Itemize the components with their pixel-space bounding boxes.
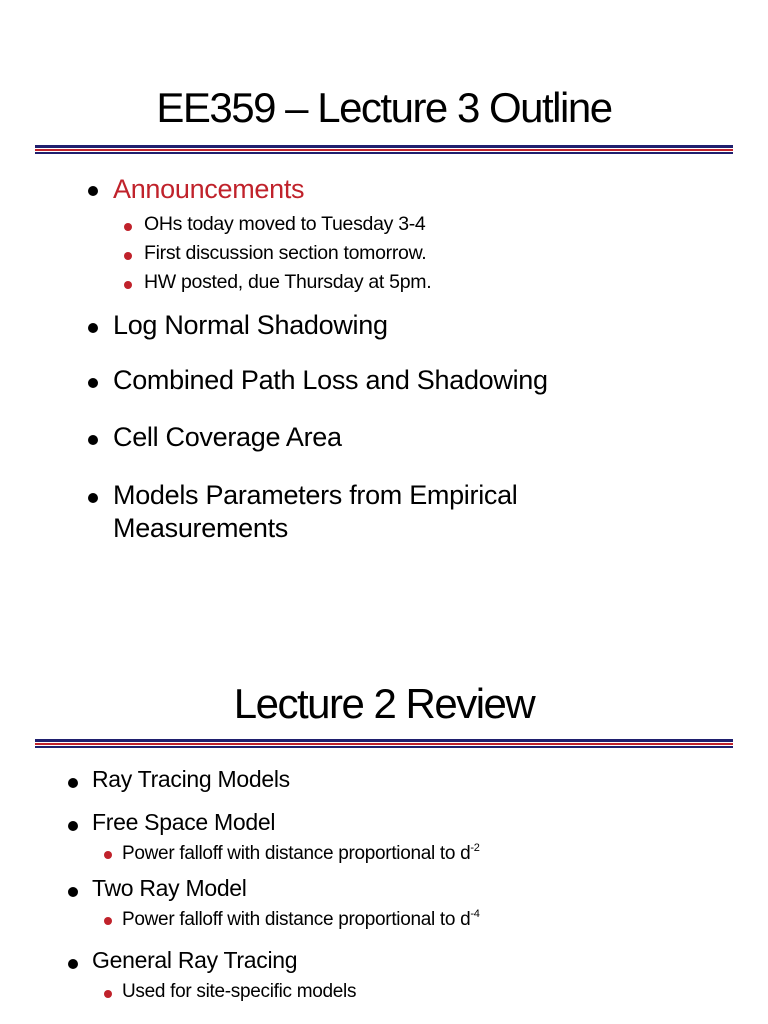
- review-item: General Ray Tracing: [92, 947, 298, 973]
- review-item: Two Ray Model: [92, 875, 247, 901]
- bullet-icon: [124, 252, 132, 260]
- review-subitem: Power falloff with distance proportional to $d^{-2}$: [122, 842, 480, 864]
- title-divider: [35, 145, 733, 154]
- bullet-icon: [104, 851, 112, 859]
- review-subitem: Power falloff with distance proportional to $d^{-4}$: [122, 908, 480, 930]
- slide-title: EE359 – Lecture 3 Outline: [156, 84, 612, 131]
- announcement-item: OHs today moved to Tuesday 3-4: [144, 213, 426, 235]
- bullet-icon: [88, 186, 98, 196]
- review-item: Ray Tracing Models: [92, 766, 290, 792]
- review-subitem: Used for site-specific models: [122, 981, 357, 1002]
- review-item: Free Space Model: [92, 809, 276, 835]
- bullet-icon: [88, 323, 98, 333]
- bullet-icon: [68, 821, 78, 831]
- topic-item: Models Parameters from Empirical: [113, 480, 518, 510]
- announcements-heading: Announcements: [113, 174, 305, 204]
- bullet-icon: [124, 281, 132, 289]
- bullet-icon: [104, 990, 112, 998]
- bullet-icon: [68, 778, 78, 788]
- topic-item: Combined Path Loss and Shadowing: [113, 365, 548, 395]
- bullet-icon: [104, 917, 112, 925]
- bullet-icon: [124, 223, 132, 231]
- bullet-icon: [68, 887, 78, 897]
- slide-lecture-2-review: [0, 610, 768, 1024]
- bullet-icon: [68, 959, 78, 969]
- announcement-item: HW posted, due Thursday at 5pm.: [144, 271, 432, 293]
- topic-item-continuation: Measurements: [113, 513, 288, 543]
- topic-item: Cell Coverage Area: [113, 422, 342, 452]
- title-divider: [35, 739, 733, 748]
- bullet-icon: [88, 378, 98, 388]
- announcement-item: First discussion section tomorrow.: [144, 242, 427, 264]
- bullet-icon: [88, 493, 98, 503]
- slide-title: Lecture 2 Review: [233, 680, 535, 727]
- bullet-icon: [88, 435, 98, 445]
- topic-item: Log Normal Shadowing: [113, 310, 388, 340]
